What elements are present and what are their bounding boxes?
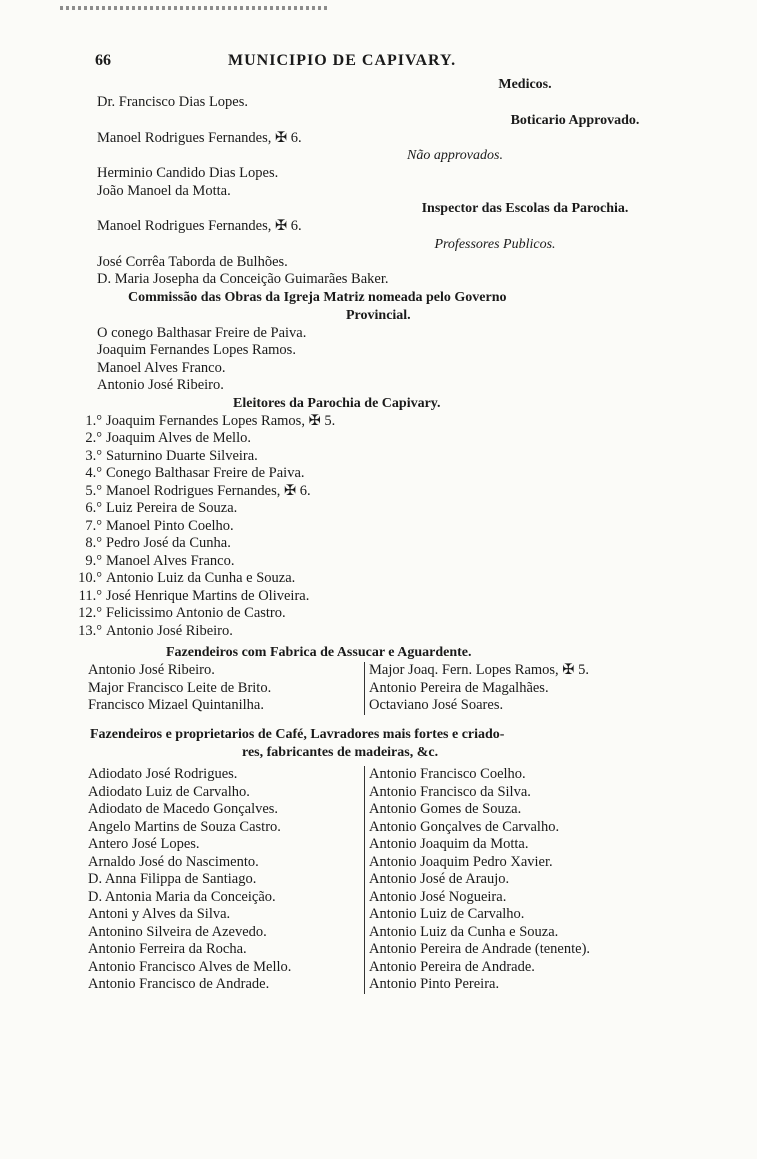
list-item <box>68 588 757 606</box>
item-name: José Henrique Martins de Oliveira. <box>106 587 310 604</box>
item-name: Felicissimo Antonio de Castro. <box>106 605 286 621</box>
item-name: Manoel Rodrigues Fernandes, ✠ 6. <box>106 482 311 499</box>
section-heading-medicos: Medicos. <box>498 77 552 92</box>
list-item: Antonio Pinto Pereira. <box>369 976 500 992</box>
subheading-nao-approvados: Não approvados. <box>407 148 503 163</box>
list-item: José Corrêa Taborda de Bulhões. <box>97 253 288 270</box>
list-item: Antonio José Nogueira. <box>369 888 507 905</box>
item-number: 6.° <box>85 500 102 516</box>
page-number: 66 <box>95 52 111 69</box>
item-number: 11.° <box>78 587 102 604</box>
item-number: 7.° <box>85 517 102 534</box>
item-number: 1.° <box>85 412 102 429</box>
list-item: Antonio Gomes de Souza. <box>369 801 522 817</box>
list-item: Antonio Luiz da Cunha e Souza. <box>369 923 559 940</box>
section-heading-fazendeiros-fabrica: Fazendeiros com Fabrica de Assucar e Aguardente. <box>166 645 472 660</box>
item-number: 3.° <box>85 447 102 464</box>
list-item: Manoel Rodrigues Fernandes, ✠ 6. <box>97 218 302 234</box>
list-item: Antonio José Ribeiro. <box>88 662 215 678</box>
item-number: 9.° <box>85 552 102 569</box>
subheading-professores: Professores Publicos. <box>434 236 556 252</box>
eleitores-list <box>0 413 757 641</box>
list-item <box>68 430 757 448</box>
list-item: Antonio José de Araujo. <box>369 871 510 887</box>
list-item: João Manoel da Motta. <box>97 182 231 199</box>
list-item <box>68 553 757 571</box>
list-item <box>68 465 757 483</box>
list-item: Joaquim Fernandes Lopes Ramos. <box>97 342 296 358</box>
list-item: Adiodato José Rodrigues. <box>88 766 238 782</box>
list-item: D. Maria Josepha da Conceição Guimarães Baker. <box>97 271 389 287</box>
list-item: Antonio Joaquim Pedro Xavier. <box>369 853 553 870</box>
right-column <box>364 766 590 994</box>
item-number: 10.° <box>78 570 102 586</box>
torn-edge <box>60 6 330 10</box>
item-name: Saturnino Duarte Silveira. <box>106 447 258 464</box>
item-number: 13.° <box>78 622 102 639</box>
list-item: Herminio Candido Dias Lopes. <box>97 165 279 181</box>
list-item: Antonio Pereira de Andrade. <box>369 958 535 975</box>
list-item: Antonio Joaquim da Motta. <box>369 836 529 852</box>
list-item: Antonio Francisco Coelho. <box>369 766 526 782</box>
list-item: Antonio Francisco Alves de Mello. <box>88 958 292 975</box>
item-number: 5.° <box>85 482 102 499</box>
item-number: 4.° <box>85 465 102 481</box>
list-item: Antonio Pereira de Andrade (tenente). <box>369 941 591 957</box>
list-item: Antero José Lopes. <box>88 836 200 852</box>
section-heading-fazendeiros-cafe: Fazendeiros e proprietarios de Café, Lavradores mais fortes e criado- <box>90 727 505 742</box>
list-item: Francisco Mizael Quintanilha. <box>88 697 264 713</box>
item-name: Joaquim Fernandes Lopes Ramos, ✠ 5. <box>106 412 336 429</box>
list-item: Antoni y Alves da Silva. <box>88 906 231 922</box>
list-item: Antonino Silveira de Azevedo. <box>88 923 267 940</box>
list-item <box>68 413 757 431</box>
list-item <box>68 535 757 553</box>
list-item: Major Joaq. Fern. Lopes Ramos, ✠ 5. <box>369 662 589 678</box>
list-item: Adiodato Luiz de Carvalho. <box>88 783 250 800</box>
item-name: Manoel Pinto Coelho. <box>106 517 234 534</box>
page-title: MUNICIPIO DE CAPIVARY. <box>228 52 457 69</box>
item-name: Conego Balthasar Freire de Paiva. <box>106 465 305 481</box>
list-item <box>68 448 757 466</box>
section-heading-boticario: Boticario Approvado. <box>510 112 640 128</box>
list-item: Antonio Francisco de Andrade. <box>88 976 270 992</box>
list-item: Antonio Luiz de Carvalho. <box>369 906 525 922</box>
section-heading-inspector: Inspector das Escolas da Parochia. <box>421 201 629 216</box>
list-item <box>68 483 757 501</box>
right-column <box>364 662 589 715</box>
item-name: Antonio José Ribeiro. <box>106 622 233 639</box>
list-item: Arnaldo José do Nascimento. <box>88 853 259 870</box>
item-name: Luiz Pereira de Souza. <box>106 500 238 516</box>
list-item: Manoel Rodrigues Fernandes, ✠ 6. <box>97 129 302 146</box>
list-item <box>68 500 757 518</box>
item-name: Manoel Alves Franco. <box>106 552 235 569</box>
list-item: O conego Balthasar Freire de Paiva. <box>97 324 307 341</box>
list-item <box>68 570 757 588</box>
list-item: D. Antonia Maria da Conceição. <box>88 888 276 905</box>
fazendeiros-fabrica-columns <box>0 662 757 716</box>
item-name: Antonio Luiz da Cunha e Souza. <box>106 570 296 586</box>
section-heading-commissao-cont: Provincial. <box>346 307 411 323</box>
list-item: D. Anna Filippa de Santiago. <box>88 871 257 887</box>
section-heading-fazendeiros-cafe-cont: res, fabricantes de madeiras, &c. <box>242 745 439 760</box>
section-heading-commissao: Commissão das Obras da Igreja Matriz nomeada pelo Governo <box>128 289 507 305</box>
left-column <box>88 662 271 715</box>
list-item: Antonio Ferreira da Rocha. <box>88 941 247 957</box>
list-item: Manoel Alves Franco. <box>97 359 226 376</box>
list-item: Major Francisco Leite de Brito. <box>88 679 272 696</box>
item-name: Joaquim Alves de Mello. <box>106 430 251 446</box>
section-heading-eleitores: Eleitores da Parochia de Capivary. <box>233 395 441 411</box>
running-header <box>0 52 757 76</box>
item-name: Pedro José da Cunha. <box>106 535 231 551</box>
list-item: Adiodato de Macedo Gonçalves. <box>88 801 279 817</box>
list-item: Antonio José Ribeiro. <box>97 377 224 393</box>
left-column <box>88 766 291 994</box>
list-item <box>68 518 757 536</box>
fazendeiros-cafe-columns <box>0 766 757 996</box>
item-number: 12.° <box>78 605 102 621</box>
list-item: Dr. Francisco Dias Lopes. <box>97 94 249 110</box>
list-item: Antonio Francisco da Silva. <box>369 783 531 800</box>
list-item: Octaviano José Soares. <box>369 697 504 713</box>
list-item: Antonio Gonçalves de Carvalho. <box>369 818 560 835</box>
item-number: 2.° <box>85 430 102 446</box>
list-item: Angelo Martins de Souza Castro. <box>88 818 281 835</box>
item-number: 8.° <box>85 535 102 551</box>
list-item: Antonio Pereira de Magalhães. <box>369 679 549 696</box>
list-item <box>68 605 757 623</box>
list-item <box>68 623 757 641</box>
page-body <box>0 76 757 996</box>
